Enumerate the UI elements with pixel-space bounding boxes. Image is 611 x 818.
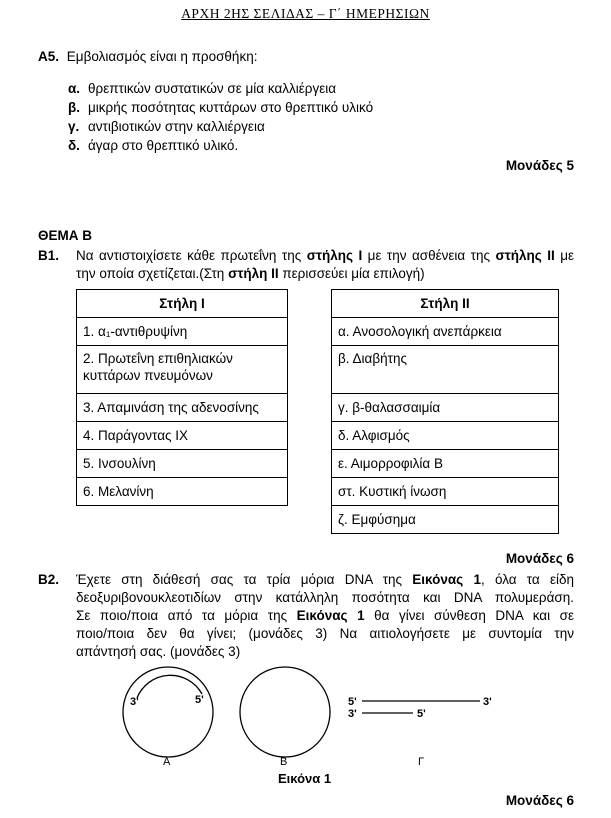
column-header: Στήλη Ι — [77, 290, 288, 318]
table-cell: ζ. Εμφύσημα — [332, 506, 559, 534]
table-cell: 1. α₁-αντιθρυψίνη — [77, 318, 288, 346]
table-cell: γ. β-θαλασσαιμία — [332, 394, 559, 422]
table-cell: 5. Ινσουλίνη — [77, 450, 288, 478]
table-cell: δ. Αλφισμός — [332, 422, 559, 450]
table-cell: 2. Πρωτεΐνη επιθηλιακών κυττάρων πνευμόνων — [77, 346, 288, 394]
question-b1-text: Να αντιστοιχίσετε κάθε πρωτεΐνη της στήλης Ι με την ασθένεια της στήλης ΙΙ με την οποία σχετίζεται.(Στη στήλη ΙΙ περισσεύει μία επιλογή) — [76, 248, 574, 281]
label-5prime: 5' — [417, 708, 426, 720]
question-text: Εμβολιασμός είναι η προσθήκη: — [66, 49, 258, 64]
circle-a — [123, 667, 213, 757]
label-b: Β — [280, 756, 288, 768]
table-cell: 6. Μελανίνη — [77, 478, 288, 506]
column-header: Στήλη ΙΙ — [332, 290, 559, 318]
label-3prime: 3' — [348, 708, 357, 720]
table-column-1 — [76, 289, 288, 506]
marks-b2: Μονάδες 6 — [505, 793, 574, 808]
question-a5 — [38, 48, 257, 66]
question-number-b1: Β1. — [38, 248, 60, 263]
question-number-b2: Β2. — [38, 572, 60, 587]
label-3prime: 3' — [130, 696, 139, 708]
label-a: Α — [163, 756, 171, 768]
table-cell: ε. Αιμορροφιλία Β — [332, 450, 559, 478]
table-cell: α. Ανοσολογική ανεπάρκεια — [332, 318, 559, 346]
figure-1 — [100, 660, 520, 795]
table-cell: στ. Κυστική ίνωση — [332, 478, 559, 506]
label-5prime: 5' — [348, 696, 357, 708]
primer-arc-a — [137, 675, 202, 698]
label-3prime: 3' — [483, 696, 492, 708]
theme-title: ΘΕΜΑ Β — [38, 228, 92, 243]
table-cell: 4. Παράγοντας ΙΧ — [77, 422, 288, 450]
label-5prime: 5' — [195, 694, 204, 706]
option-d: δ. άγαρ στο θρεπτικό υλικό. — [68, 138, 239, 153]
marks-a5: Μονάδες 5 — [505, 158, 574, 173]
figure-caption: Εικόνα 1 — [278, 771, 332, 786]
option-a: α. θρεπτικών συστατικών σε μία καλλιέργεια — [68, 81, 337, 96]
table-cell: 3. Απαμινάση της αδενοσίνης — [77, 394, 288, 422]
table-column-2 — [331, 289, 559, 534]
question-b2-text: Έχετε στη διάθεσή σας τα τρία μόρια DNA της Εικόνας 1, όλα τα είδη δεοξυριβονουκλεοτιδίων στην κατάλληλη ποσότητα και DNA πολυμεράση. Σε ποιο/ποια από τα μόρια της Εικόνας 1 θα γίνει σύνθεση DNA και σε ποιο/ποια δεν θα γίνει; (μονάδες 3) Να αιτιολογήσετε με συντομία την απάντησή σας. (μονάδες 3) — [76, 572, 574, 659]
circle-b — [240, 667, 330, 757]
page-header: ΑΡΧΗ 2ΗΣ ΣΕΛΙΔΑΣ – Γ΄ ΗΜΕΡΗΣΙΩΝ — [181, 6, 430, 21]
option-c: γ. αντιβιοτικών στην καλλιέργεια — [68, 119, 265, 134]
question-number: Α5. — [38, 49, 60, 64]
label-c: Γ — [418, 756, 425, 768]
table-cell: β. Διαβήτης — [332, 346, 559, 394]
marks-b1: Μονάδες 6 — [505, 551, 574, 566]
option-b: β. μικρής ποσότητας κυττάρων στο θρεπτικό υλικό — [68, 100, 374, 115]
